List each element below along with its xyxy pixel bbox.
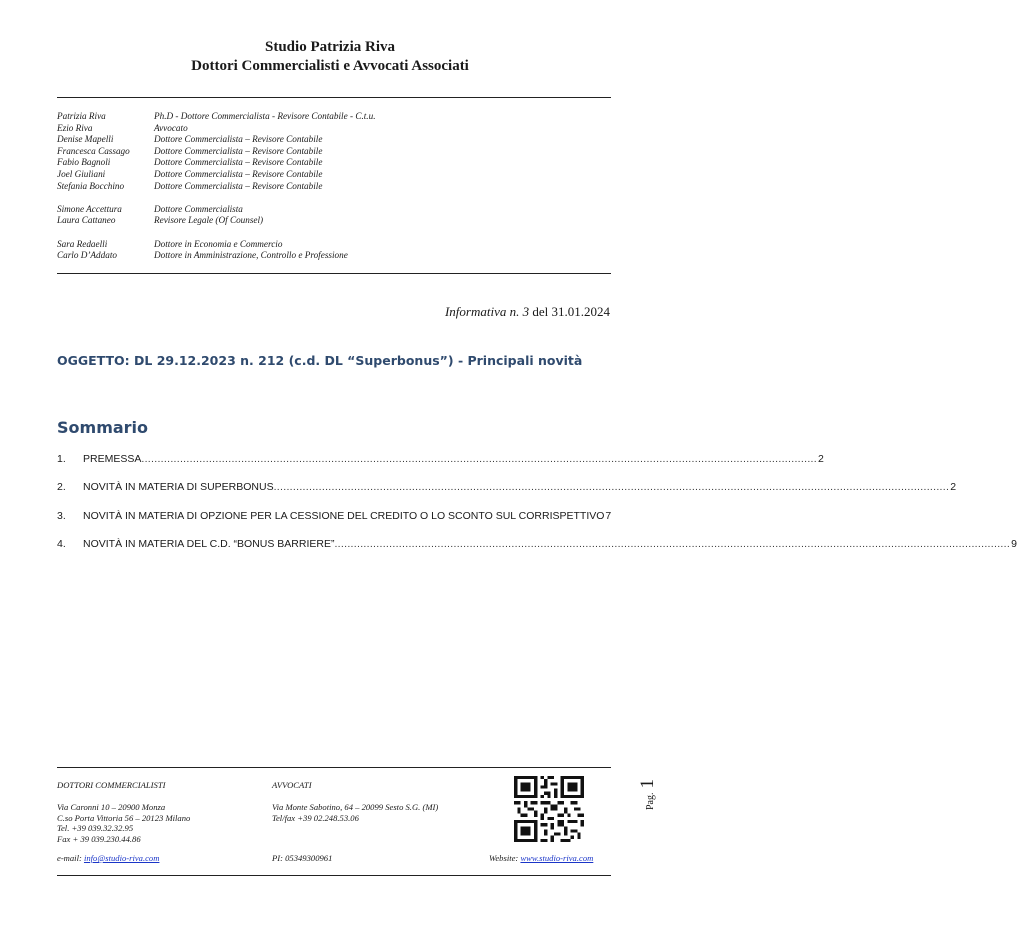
footer-line: Tel/fax +39 02.248.53.06 (272, 812, 359, 823)
toc-row[interactable] (57, 537, 1017, 551)
website-label: Website: (489, 853, 521, 863)
toc-text[interactable]: NOVITÀ IN MATERIA DI SUPERBONUS (83, 481, 274, 493)
toc-number: 2. (57, 481, 66, 493)
staff-role: Dottore in Amministrazione, Controllo e Professione (154, 250, 348, 261)
footer-line: Via Monte Sabotino, 64 – 20099 Sesto S.G. (MI) (272, 802, 439, 812)
footer-line: Tel. +39 039.32.32.95 (57, 823, 134, 834)
footer-commercialisti-title: DOTTORI COMMERCIALISTI (57, 780, 166, 790)
staff-role: Dottore in Economia e Commercio (154, 238, 283, 249)
staff-role: Ph.D - Dottore Commercialista - Revisore Contabile - C.t.u. (154, 111, 376, 121)
staff-role: Dottore Commercialista (154, 203, 243, 214)
website-link[interactable]: www.studio-riva.com (520, 853, 594, 863)
toc-row[interactable] (57, 480, 957, 494)
staff-name: Stefania Bocchino (57, 180, 125, 191)
toc-number: 1. (57, 453, 66, 465)
toc-leader: .................................................................................................................................................................................................................. (334, 538, 1011, 550)
staff-name: Simone Accettura (57, 203, 122, 214)
toc-number: 4. (57, 538, 66, 550)
footer-bottom-divider (57, 875, 611, 876)
staff-name: Carlo D’Addato (57, 250, 117, 261)
header-divider (57, 97, 611, 98)
staff-row (57, 181, 617, 193)
staff-row (57, 169, 617, 181)
subject-heading: OGGETTO: DL 29.12.2023 n. 212 (c.d. DL “Superbonus”) - Principali novità (57, 353, 583, 368)
staff-role: Dottore Commercialista – Revisore Contabile (154, 180, 323, 191)
staff-name: Fabio Bagnoli (57, 157, 111, 168)
staff-row (57, 204, 617, 216)
page-number: 1 (637, 779, 658, 789)
staff-row (57, 146, 617, 158)
toc-page: 7 (605, 510, 612, 522)
footer-line: Via Caronni 10 – 20900 Monza (57, 802, 166, 812)
toc-text[interactable]: NOVITÀ IN MATERIA DI OPZIONE PER LA CESSIONE DEL CREDITO O LO SCONTO SUL CORRISPETTIVO (83, 510, 605, 522)
staff-role: Dottore Commercialista – Revisore Contabile (154, 145, 323, 156)
qr-code-icon (514, 776, 584, 842)
footer-commercialisti-address (57, 802, 190, 844)
staff-name: Laura Cattaneo (57, 215, 116, 226)
footer-avvocati-title: AVVOCATI (272, 780, 312, 790)
footer-avvocati-address (272, 802, 438, 823)
staff-role: Dottore Commercialista – Revisore Contabile (154, 157, 323, 168)
staff-row (57, 157, 617, 169)
email-link[interactable]: info@studio-riva.com (83, 853, 160, 863)
informativa-line (445, 304, 610, 320)
footer-line: Fax + 39 039.230.44.86 (57, 833, 141, 844)
staff-role: Revisore Legale (Of Counsel) (154, 215, 264, 226)
toc-leader: .................................................................................................................................................................................................................. (141, 453, 817, 465)
staff-row (57, 111, 617, 123)
informativa-date: del 31.01.2024 (529, 304, 610, 319)
sommario-title: Sommario (57, 418, 149, 437)
email-label: e-mail: (57, 853, 84, 863)
staff-name: Denise Mapelli (57, 134, 114, 145)
staff-name: Ezio Riva (57, 122, 93, 133)
staff-role: Dottore Commercialista – Revisore Contabile (154, 168, 323, 179)
staff-name: Joel Giuliani (57, 168, 106, 179)
toc-row[interactable] (57, 509, 612, 523)
footer-pi: PI: 05349300961 (272, 853, 333, 863)
staff-list (57, 111, 617, 262)
informativa-number: Informativa n. 3 (444, 304, 530, 319)
page-marker (637, 730, 677, 810)
toc-row[interactable] (57, 452, 824, 466)
toc-page: 2 (950, 481, 957, 493)
staff-role: Dottore Commercialista – Revisore Contabile (154, 134, 323, 145)
toc-page: 2 (817, 453, 824, 465)
staff-name: Patrizia Riva (57, 111, 106, 121)
toc-leader: .................................................................................................................................................................................................................. (273, 481, 950, 493)
staff-row (57, 250, 617, 262)
footer-website (489, 853, 593, 864)
toc-number: 3. (57, 510, 66, 522)
footer-top-divider (57, 767, 611, 768)
staff-divider (57, 273, 611, 274)
staff-name: Francesca Cassago (57, 145, 130, 156)
staff-row (57, 239, 617, 251)
staff-row (57, 215, 617, 227)
toc-text[interactable]: PREMESSA (83, 453, 142, 465)
staff-row (57, 134, 617, 146)
staff-role: Avvocato (154, 122, 188, 133)
firm-subtitle: Dottori Commercialisti e Avvocati Associati (191, 58, 469, 74)
staff-row (57, 123, 617, 135)
firm-name: Studio Patrizia Riva (265, 39, 395, 55)
staff-name: Sara Redaelli (57, 238, 108, 249)
footer-line: C.so Porta Vittoria 56 – 20123 Milano (57, 812, 191, 823)
toc-page: 9 (1011, 538, 1017, 550)
page-label: Pag. (645, 792, 656, 810)
footer-email (57, 853, 159, 864)
toc-text[interactable]: NOVITÀ IN MATERIA DEL C.D. “BONUS BARRIERE” (83, 538, 335, 550)
